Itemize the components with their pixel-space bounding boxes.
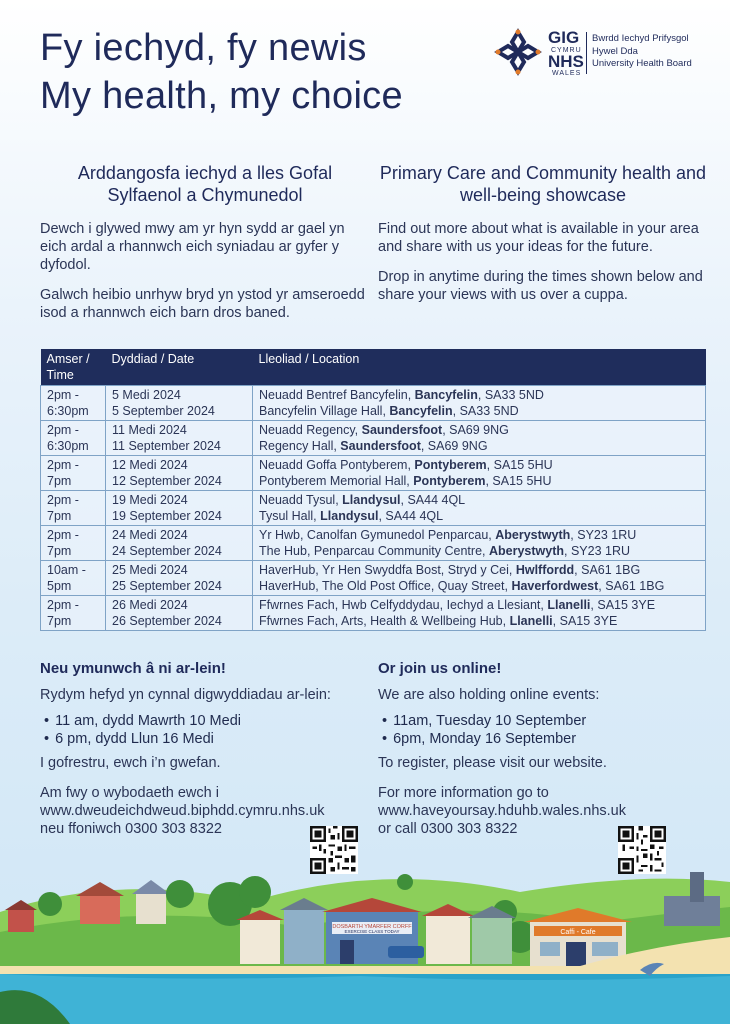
date-welsh: 26 Medi 2024 [112,598,188,612]
more-info-line: Am fwy o wybodaeth ewch i [40,785,219,801]
location-text: Tysul Hall, [259,509,321,523]
date-english: 26 September 2024 [112,614,222,628]
location-text: Neuadd Tysul, [259,493,343,507]
title-english: My health, my choice [40,75,403,117]
cell-location [253,491,706,526]
cell-date [106,526,253,561]
list-item: • 6 pm, dydd Llun 16 Medi [44,730,380,748]
location-text: HaverHub, The Old Post Office, Quay Street, [259,579,512,593]
location-postcode: , SA61 1BG [598,579,665,593]
location-welsh [259,387,699,403]
cell-time: 2pm - 6:30pm [41,421,106,456]
header-date: Dyddiad / Date [106,349,253,386]
welsh-paragraph-2: Galwch heibio unrhyw bryd yn ystod yr amseroedd isod a rhannwch eich barn dros baned. [40,287,365,321]
cell-time: 10am - 5pm [41,561,106,596]
date-english: 11 September 2024 [112,439,221,453]
online-english-more-info [378,784,718,838]
english-intro [378,162,708,304]
online-welsh-register: I gofrestru, ewch i’n gwefan. [40,755,221,771]
location-english [259,508,699,524]
board-line-2: Hywel Dda [592,45,638,57]
logo-divider [586,32,587,74]
location-welsh [259,457,699,473]
nhs-wales-knot-icon [494,28,542,76]
logo-cymru: CYMRU [551,47,582,54]
cell-date [106,386,253,421]
welsh-intro [40,162,370,322]
online-english-heading: Or join us online! [378,660,502,677]
cell-time: 2pm - 6:30pm [41,386,106,421]
list-item: • 6pm, Monday 16 September [382,730,718,748]
location-town: Aberystwyth [495,528,571,542]
board-line-3: University Health Board [592,58,692,69]
more-info-line: For more information go to [378,785,549,801]
location-postcode: , SA15 5HU [485,474,552,488]
location-postcode: , SA15 5HU [486,458,553,472]
location-welsh [259,562,699,578]
location-town: Bancyfelin [414,388,478,402]
cell-location [253,526,706,561]
location-town: Pontyberem [413,474,486,488]
location-town: Aberystwyth [488,544,564,558]
location-text: Yr Hwb, Canolfan Gymunedol Penparcau, [259,528,496,542]
location-english [259,613,699,629]
location-english [259,578,699,594]
english-website-link[interactable]: www.haveyoursay.hduhb.wales.nhs.uk [378,803,626,819]
location-welsh [259,527,699,543]
english-paragraph-1: Find out more about what is available in your area and share with us your ideas for the future. [378,221,699,255]
date-welsh: 12 Medi 2024 [112,458,188,472]
location-town: Llanelli [509,614,553,628]
page-title [40,24,403,120]
location-postcode: , SA44 4QL [378,509,444,523]
location-text: Neuadd Bentref Bancyfelin, [259,388,415,402]
exercise-class-banner-sub: EXERCISE CLASS TODAY [344,929,400,934]
location-welsh [259,597,699,613]
location-postcode: , SY23 1RU [570,528,637,542]
date-english: 25 September 2024 [112,579,222,593]
location-town: Llanelli [547,598,591,612]
cell-date [106,421,253,456]
online-english-register: To register, please visit our website. [378,755,607,771]
nhs-logo [494,28,704,80]
cell-date [106,456,253,491]
cell-location [253,596,706,631]
date-welsh: 11 Medi 2024 [112,423,187,437]
logo-gig: GIG [548,28,580,47]
location-town: Hwlffordd [515,563,575,577]
online-welsh-heading: Neu ymunwch â ni ar-lein! [40,660,226,677]
location-town: Saundersfoot [340,439,421,453]
location-english [259,543,699,559]
location-welsh [259,492,699,508]
cell-location [253,421,706,456]
location-postcode: , SA33 5ND [477,388,544,402]
location-text: Ffwrnes Fach, Hwb Celfyddydau, Iechyd a Llesiant, [259,598,548,612]
date-welsh: 25 Medi 2024 [112,563,188,577]
table-row [41,596,706,631]
cafe-sign: Caffi - Cafe [560,929,596,936]
table-header-row [41,349,706,386]
location-postcode: , SA44 4QL [400,493,466,507]
cell-date [106,561,253,596]
location-town: Llandysul [342,493,401,507]
date-english: 12 September 2024 [112,474,222,488]
online-welsh-intro: Rydym hefyd yn cynnal digwyddiadau ar-lein: [40,687,331,703]
date-english: 24 September 2024 [112,544,222,558]
table-row [41,526,706,561]
table-row [41,386,706,421]
location-town: Pontyberem [414,458,487,472]
welsh-paragraph-1: Dewch i glywed mwy am yr hyn sydd ar gael yn eich ardal a rhannwch eich syniadau ar gyfer y dyfodol. [40,221,345,273]
header-location: Lleoliad / Location [253,349,706,386]
date-welsh: 19 Medi 2024 [112,493,188,507]
online-welsh [40,660,380,838]
exercise-class-banner: DOSBARTH YMARFER CORFF [332,924,412,930]
location-text: Regency Hall, [259,439,341,453]
online-english [378,660,718,838]
title-welsh: Fy iechyd, fy newis [40,27,367,69]
location-postcode: , SA61 1BG [574,563,641,577]
table-body [41,386,706,631]
location-town: Llandysul [320,509,379,523]
location-english [259,473,699,489]
cell-location [253,561,706,596]
table-row [41,456,706,491]
online-english-events [378,712,718,748]
location-english [259,403,699,419]
location-text: HaverHub, Yr Hen Swyddfa Bost, Stryd y Cei, [259,563,516,577]
location-postcode: , SA69 9NG [442,423,509,437]
location-text: The Hub, Penparcau Community Centre, [259,544,489,558]
location-text: Pontyberem Memorial Hall, [259,474,414,488]
location-postcode: , SA15 3YE [552,614,618,628]
date-welsh: 5 Medi 2024 [112,388,181,402]
cell-location [253,386,706,421]
location-town: Saundersfoot [361,423,443,437]
cell-time: 2pm - 7pm [41,596,106,631]
cell-date [106,596,253,631]
table-row [41,421,706,456]
schedule-table [40,349,706,631]
location-text: Neuadd Regency, [259,423,362,437]
cell-date [106,491,253,526]
table-row [41,491,706,526]
location-postcode: , SY23 1RU [564,544,631,558]
logo-wales: WALES [552,70,582,77]
location-welsh [259,422,699,438]
location-text: Bancyfelin Village Hall, [259,404,390,418]
english-phone: or call 0300 303 8322 [378,821,518,837]
table-row [41,561,706,596]
cell-location [253,456,706,491]
logo-nhs: NHS [548,52,584,71]
board-line-1: Bwrdd Iechyd Prifysgol [592,33,689,44]
welsh-website-link[interactable]: www.dweudeichdweud.biphdd.cymru.nhs.uk [40,803,325,819]
welsh-heading: Arddangosfa iechyd a lles Gofal Sylfaenol a Chymunedol [77,163,333,205]
list-item: • 11 am, dydd Mawrth 10 Medi [44,712,380,730]
date-welsh: 24 Medi 2024 [112,528,188,542]
cell-time: 2pm - 7pm [41,491,106,526]
date-english: 5 September 2024 [112,404,215,418]
location-text: Neuadd Goffa Pontyberem, [259,458,415,472]
cell-time: 2pm - 7pm [41,526,106,561]
logo-board-name [592,33,692,71]
english-heading: Primary Care and Community health and well-being showcase [379,163,707,205]
location-postcode: , SA15 3YE [590,598,656,612]
town-illustration [0,852,730,1024]
online-welsh-events [40,712,380,748]
location-english [259,438,699,454]
cell-time: 2pm - 7pm [41,456,106,491]
location-town: Haverfordwest [511,579,599,593]
location-text: Ffwrnes Fach, Arts, Health & Wellbeing Hub, [259,614,510,628]
english-paragraph-2: Drop in anytime during the times shown below and share your views with us over a cuppa. [378,269,703,303]
location-postcode: , SA69 9NG [420,439,488,453]
location-postcode: , SA33 5ND [452,404,519,418]
location-town: Bancyfelin [389,404,453,418]
list-item: • 11am, Tuesday 10 September [382,712,718,730]
header-time: Amser / Time [41,349,106,386]
welsh-phone: neu ffoniwch 0300 303 8322 [40,821,222,837]
date-english: 19 September 2024 [112,509,222,523]
online-english-intro: We are also holding online events: [378,687,600,703]
